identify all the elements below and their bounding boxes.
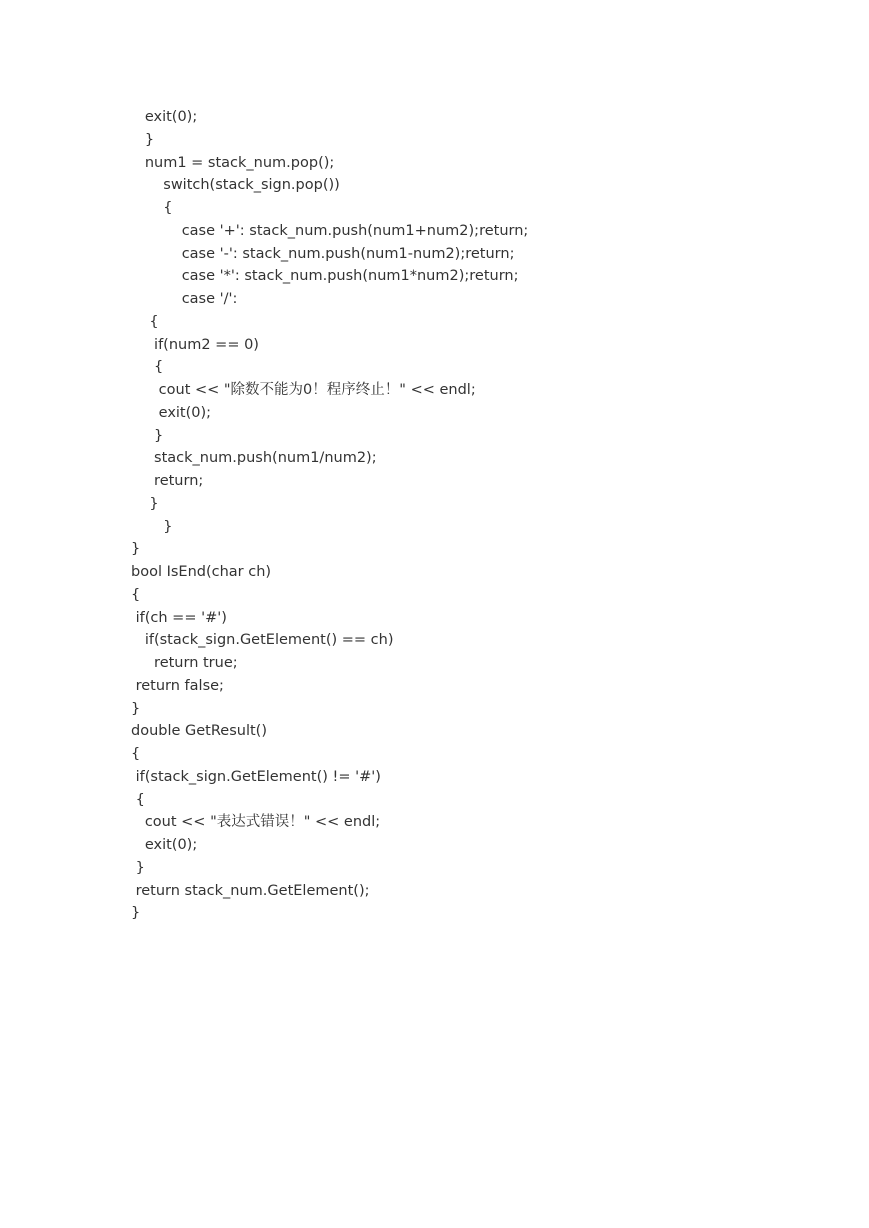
code-line: { — [131, 791, 145, 808]
code-line: num1 = stack_num.pop(); — [131, 154, 335, 171]
code-line: } — [131, 495, 159, 512]
code-line: double GetResult() — [131, 723, 267, 740]
code-line: case '*': stack_num.push(num1*num2);return; — [131, 268, 519, 285]
code-line: return true; — [131, 655, 238, 671]
code-line: { — [131, 313, 159, 330]
code-line: exit(0); — [131, 404, 212, 421]
code-line: cout << "除数不能为0！程序终止！" << endl; — [131, 382, 476, 398]
code-line: case '+': stack_num.push(num1+num2);return; — [131, 222, 529, 239]
code-line: case '/': — [131, 291, 238, 307]
code-line: if(stack_sign.GetElement() != '#') — [131, 768, 381, 785]
code-line: exit(0); — [131, 837, 198, 853]
code-line: exit(0); — [131, 109, 198, 125]
code-line: } — [131, 859, 145, 876]
code-line: stack_num.push(num1/num2); — [131, 450, 377, 467]
code-line: case '-': stack_num.push(num1-num2);return; — [131, 245, 515, 262]
code-line: { — [131, 586, 141, 603]
code-line: } — [131, 541, 141, 558]
code-line: if(stack_sign.GetElement() == ch) — [131, 632, 394, 649]
code-listing — [131, 106, 528, 925]
code-line: { — [131, 200, 173, 216]
code-line: } — [131, 905, 141, 922]
code-line: } — [131, 518, 173, 535]
code-line: { — [131, 746, 141, 762]
code-line: if(num2 == 0) — [131, 336, 259, 353]
code-line: } — [131, 427, 164, 444]
code-line: { — [131, 359, 164, 376]
code-line: bool IsEnd(char ch) — [131, 564, 272, 580]
code-line: if(ch == '#') — [131, 609, 227, 626]
code-line: cout << "表达式错误！" << endl; — [131, 814, 381, 831]
code-line: return stack_num.GetElement(); — [131, 882, 370, 899]
code-line: switch(stack_sign.pop()) — [131, 177, 340, 194]
code-line: } — [131, 131, 155, 148]
code-line: return; — [131, 473, 204, 489]
code-line: return false; — [131, 677, 224, 694]
code-line: } — [131, 700, 141, 717]
